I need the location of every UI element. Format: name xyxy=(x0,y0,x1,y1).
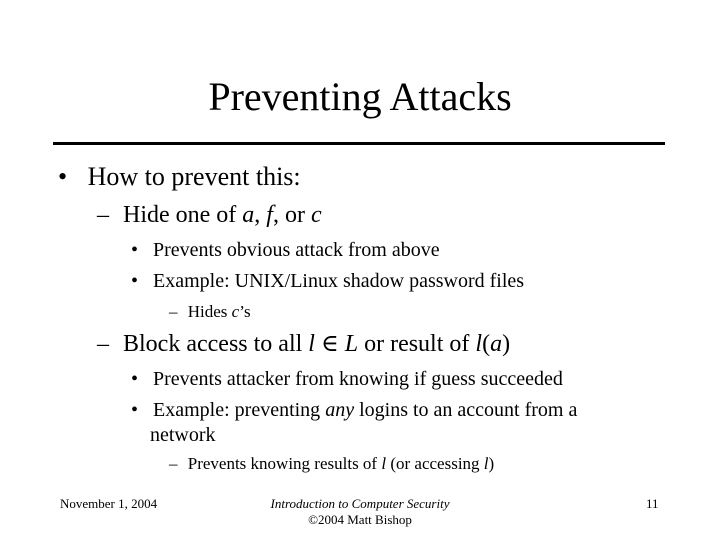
bullet-marker: • xyxy=(131,368,139,390)
text-run: , xyxy=(254,202,267,228)
dash-marker: – xyxy=(97,202,109,228)
item-prevents-knowing-guess xyxy=(131,367,563,391)
bullet-marker: • xyxy=(131,270,139,292)
bullet-how-to-prevent xyxy=(58,162,301,192)
footer-date: November 1, 2004 xyxy=(60,496,158,511)
bullet-marker: • xyxy=(131,399,139,421)
bullet-text: How to prevent this: xyxy=(87,162,301,191)
text-run: logins to an account from a xyxy=(354,399,578,421)
text-run: ’s xyxy=(239,302,251,321)
var-f: f xyxy=(266,202,273,228)
var-a: a xyxy=(242,202,255,228)
subbullet-block-access xyxy=(97,330,510,358)
footer-course xyxy=(220,496,500,528)
note-prevents-knowing-results xyxy=(169,454,494,474)
slide-title: Preventing Attacks xyxy=(208,74,512,119)
item-text-continuation: network xyxy=(150,424,216,446)
var-a: a xyxy=(490,331,503,357)
var-L: L xyxy=(344,331,359,357)
item-text xyxy=(153,399,577,421)
var-l: l xyxy=(308,331,315,357)
text-run: Prevents knowing results of xyxy=(187,454,382,473)
text-run: Hides xyxy=(187,302,232,321)
dash-marker: – xyxy=(97,331,109,357)
text-run: ( xyxy=(482,331,491,357)
subbullet-text xyxy=(123,331,510,357)
text-run: ) xyxy=(502,331,511,357)
note-text xyxy=(188,302,251,321)
text-run: or result of xyxy=(358,331,476,357)
bullet-marker: • xyxy=(131,239,139,261)
footer-page-number: 11 xyxy=(646,496,659,511)
var-l: l xyxy=(381,454,387,473)
emphasis-any: any xyxy=(325,399,355,421)
item-example-shadow xyxy=(131,269,524,293)
footer-copyright: ©2004 Matt Bishop xyxy=(308,512,412,527)
item-example-preventing-logins xyxy=(131,398,577,422)
element-of-symbol: ∈ xyxy=(314,331,345,357)
text-run: Block access to all xyxy=(123,331,309,357)
subbullet-hide xyxy=(97,201,322,229)
title-divider xyxy=(53,142,665,145)
var-c: c xyxy=(231,302,240,321)
var-c: c xyxy=(310,202,322,228)
item-text: Prevents obvious attack from above xyxy=(153,239,440,261)
text-run: Hide one of xyxy=(123,202,243,228)
subbullet-text xyxy=(123,202,322,228)
text-run: Example: preventing xyxy=(153,399,326,421)
item-text: Prevents attacker from knowing if guess succeeded xyxy=(153,368,563,390)
item-prevents-obvious xyxy=(131,238,440,262)
var-l: l xyxy=(483,454,489,473)
note-text xyxy=(188,454,494,473)
dash-marker: – xyxy=(169,302,178,321)
text-run: , or xyxy=(272,202,311,228)
note-hides-c xyxy=(169,302,251,322)
dash-marker: – xyxy=(169,454,178,473)
item-text: Example: UNIX/Linux shadow password files xyxy=(153,270,525,292)
text-run: (or accessing xyxy=(386,454,484,473)
var-l: l xyxy=(475,331,483,357)
bullet-marker: • xyxy=(58,162,68,191)
footer-course-title: Introduction to Computer Security xyxy=(270,496,450,511)
text-run: ) xyxy=(488,454,495,473)
